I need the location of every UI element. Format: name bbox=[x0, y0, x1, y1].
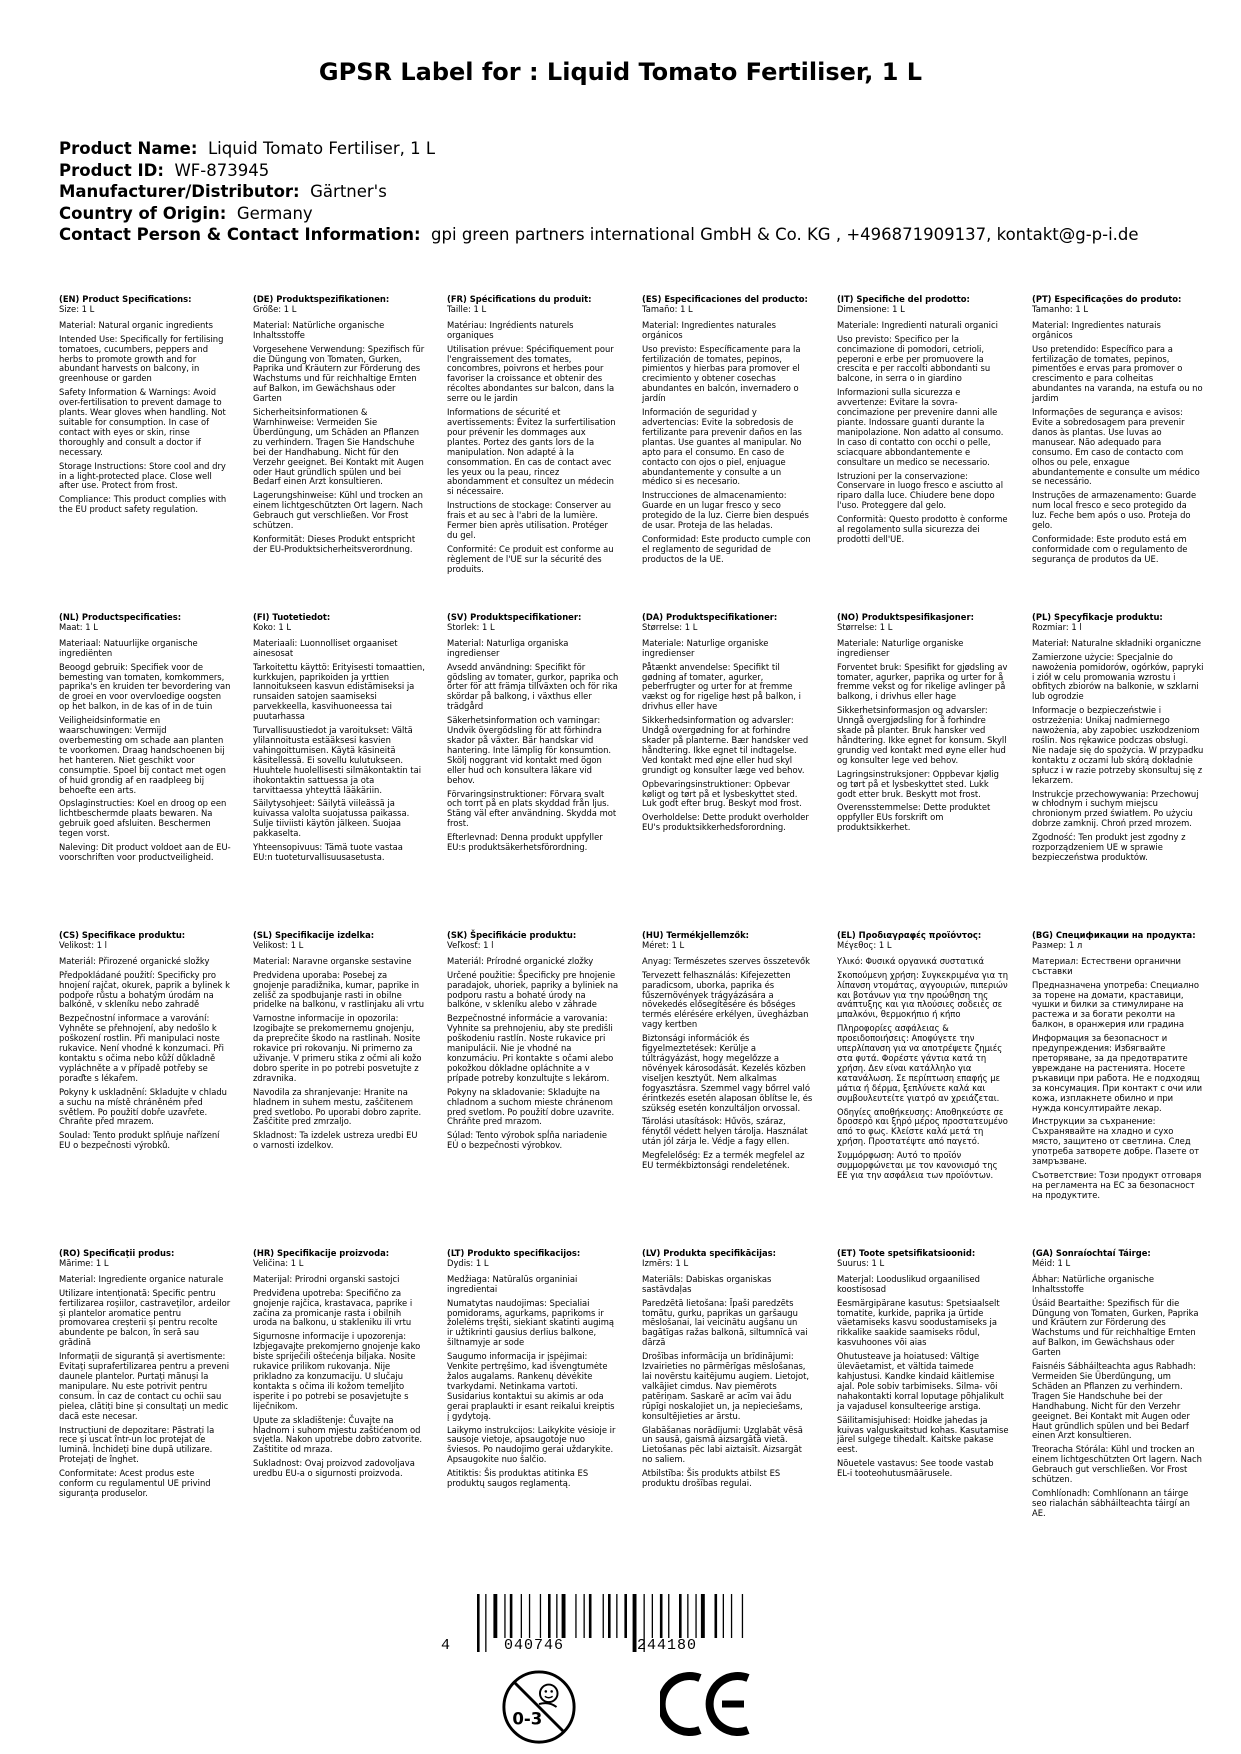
spec-use: Eesmärgipärane kasutus: Spetsiaalselt tomatite, kurkide, paprika ja ürtide väetamiseks kasvu soodustamiseks ja rikkalike saakide saamiseks rõdul, kasvuhoones või aias bbox=[837, 1297, 1000, 1348]
spec-size: Velikost: 1 l bbox=[59, 939, 108, 950]
spec-block-title: (SV) Produktspecifikationer: bbox=[447, 612, 582, 622]
page-title: GPSR Label for : Liquid Tomato Fertiliser, 1 L bbox=[318, 58, 923, 86]
spec-size: Размер: 1 л bbox=[1032, 939, 1083, 950]
spec-safety: Faisnéis Sábháilteachta agus Rabhadh: Vermeiden Sie Überdüngung, um Schäden an Pflanzen zu verhindern. Tragen Sie Handschuhe bei der Handhabung. Nicht für den Verzehr geeignet. Bei Kontakt mit Augen oder Haut gründlich spülen und bei Bedarf einen Arzt konsultieren. bbox=[1032, 1361, 1196, 1441]
barcode-bar bbox=[660, 1594, 663, 1638]
spec-compliance: Nõuetele vastavus: See toode vastab EL-i tooteohutusmäärusele. bbox=[837, 1458, 994, 1479]
spec-size: Μέγεθος: 1 L bbox=[837, 939, 892, 950]
spec-block-title: (HR) Specifikacije proizvoda: bbox=[253, 1248, 390, 1258]
manufacturer-value: Gärtner's bbox=[310, 182, 387, 201]
spec-use: Utilisation prévue: Spécifiquement pour l'engraissement des tomates, concombres, poivrons et herbes pour favoriser la croissance et obtenir des récoltes abondantes sur balcon, dans la serre ou le jardin bbox=[447, 343, 615, 404]
spec-compliance: Compliance: This product complies with the EU product safety regulation. bbox=[59, 494, 227, 515]
spec-safety: Saugumo informacija ir įspėjimai: Venkite pertręšimo, kad išvengtumėte žalos augalams. Rankenų dėvėkite tvarkydami. Netinkama vartoti. Susidarius kontaktui su akimis ar oda gerai praplaukti ir esant reikalui kreiptis į gydytoją. bbox=[447, 1351, 615, 1421]
spec-use: Numatytas naudojimas: Specialiai pomidorams, agurkams, paprikoms ir žolelėms tręšti, siekiant skatinti augimą ir užtikrinti gausius derlius balkone, šiltnamyje ar sode bbox=[447, 1297, 615, 1348]
spec-material: Materiál: Prírodné organické zložky bbox=[447, 955, 594, 966]
spec-block-title: (DE) Produktspezifikationen: bbox=[253, 294, 390, 304]
spec-material: Materiał: Naturalne składniki organiczne bbox=[1032, 637, 1202, 648]
spec-material: Ábhar: Natürliche organische Inhaltsstoffe bbox=[1032, 1273, 1155, 1294]
spec-size: Size: 1 L bbox=[59, 303, 95, 314]
product-name-label: Product Name: bbox=[59, 139, 198, 158]
spec-size: Maat: 1 L bbox=[59, 621, 98, 632]
spec-safety: Информация за безопасност и предупреждения: Избягвайте преторяване, за да предотвратите увреждане на растенията. Носете ръкавици при работа. Не е подходящ за консумация. При контакт с очи или кожа, изплакнете обилно и при нужда консултирайте лекар. bbox=[1032, 1033, 1203, 1113]
spec-material: Material: Naravne organske sestavine bbox=[253, 955, 412, 966]
spec-block-title: (GA) Sonraíochtaí Táirge: bbox=[1032, 1248, 1151, 1258]
spec-storage: Förvaringsinstruktioner: Förvara svalt och torrt på en plats skyddad från ljus. Stäng väl efter användning. Skydda mot frost. bbox=[447, 788, 617, 829]
spec-block-title: (HU) Termékjellemzők: bbox=[642, 930, 750, 940]
spec-storage: Säilytysohjeet: Säilytä viileässä ja kuivassa valolta suojatussa paikassa. Sulje tiiviisti käytön jälkeen. Suojaa pakkaselta. bbox=[253, 798, 410, 839]
spec-material: Materiale: Naturlige organiske ingredienser bbox=[642, 637, 769, 658]
spec-block-title: (EN) Product Specifications: bbox=[59, 294, 192, 304]
spec-storage: Säilitamisjuhised: Hoidke jahedas ja kuivas valguskaitstud kohas. Kasutamise järel sulgege tihedalt. Kaitske pakase eest. bbox=[837, 1414, 1009, 1455]
spec-size: Dydis: 1 L bbox=[447, 1257, 489, 1268]
spec-size: Tamaño: 1 L bbox=[642, 303, 693, 314]
product-meta bbox=[59, 138, 1139, 246]
spec-compliance: Efterlevnad: Denna produkt uppfyller EU:s produktsäkerhetsförordning. bbox=[447, 832, 603, 853]
barcode-bar bbox=[715, 1594, 718, 1638]
spec-safety: Varnostne informacije in opozorila: Izogibajte se prekomernemu gnojenju, da preprečite škodo na rastlinah. Nosite rokavice pri rokovanju. Ni primerno za uživanje. V primeru stika z očmi ali kožo dobro sperite in po potrebi posvetujte z zdravnika. bbox=[253, 1013, 422, 1083]
spec-safety: Πληροφορίες ασφάλειας & προειδοποιήσεις: Αποφύγετε την υπερλίπανση για να αποτρέψετε ζημιές στα φυτά. Φορέστε γάντια κατά τη χρήση. Δεν είναι κατάλληλο για κατανάλωση. Σε περίπτωση επαφής με μάτια ή δέρμα, ξεπλύνετε καλά και συμβουλευτείτε γιατρό αν χρειάζεται. bbox=[837, 1023, 1003, 1103]
spec-block-title: (PT) Especificações do produto: bbox=[1032, 294, 1182, 304]
spec-storage: Treoracha Stórála: Kühl und trocken an einem lichtgeschützten Ort lagern. Nach Gebrauch gut verschließen. Vor Frost schützen. bbox=[1032, 1444, 1202, 1485]
barcode-bar bbox=[584, 1594, 585, 1638]
spec-safety: Informações de segurança e avisos: Evite a sobredosagem para prevenir danos às plantas. Use luvas ao manusear. Não adequado para consumo. Em caso de contacto com olhos ou pele, enxague abundantemente e consulte um médico se necessário. bbox=[1032, 407, 1200, 487]
spec-material: Υλικό: Φυσικά οργανικά συστατικά bbox=[837, 955, 985, 966]
spec-storage: Opslaginstructies: Koel en droog op een lichtbeschermde plaats bewaren. Na gebruik goed afsluiten. Beschermen tegen vorst. bbox=[59, 798, 227, 839]
spec-safety: Ohutusteave ja hoiatused: Vältige üleväetamist, et vältida taimede kahjustusi. Kandke kindaid käitlemise ajal. Pole sobiv tarbimiseks. Silma- või nahakontakti korral loputage põhjalikult ja vajadusel konsulteerige arstiga. bbox=[837, 1351, 1004, 1411]
spec-block-title: (LV) Produkta specifikācijas: bbox=[642, 1248, 776, 1258]
spec-block-title: (IT) Specifiche del prodotto: bbox=[837, 294, 970, 304]
spec-compliance: Sukladnost: Ovaj proizvod zadovoljava uredbu EU-a o sigurnosti proizvoda. bbox=[253, 1458, 415, 1479]
spec-material: Material: Natürliche organische Inhaltsstoffe bbox=[253, 319, 385, 340]
spec-use: Påtænkt anvendelse: Specifikt til gødning af tomater, agurker, peberfrugter og urter for at fremme vækst og for rigelige høst på balkon, i drivhus eller have bbox=[642, 661, 801, 712]
spec-compliance: Soulad: Tento produkt splňuje nařízení EU o bezpečnosti výrobků. bbox=[59, 1130, 220, 1151]
product-name-row bbox=[59, 138, 1139, 160]
spec-block bbox=[837, 295, 1009, 549]
spec-block-title: (NO) Produktspesifikasjoner: bbox=[837, 612, 974, 622]
spec-storage: Glabāšanas norādījumi: Uzglabāt vēsā un sausā, gaismā aizsargātā vietā. Lietošanas pēc labi aiztaisīt. Aizsargāt no saliem. bbox=[642, 1424, 803, 1465]
spec-block bbox=[642, 931, 814, 1175]
spec-block bbox=[1032, 295, 1204, 569]
barcode-bar bbox=[477, 1594, 480, 1652]
spec-compliance: Atitiktis: Šis produktas atitinka ES produktų saugos reglamentą. bbox=[447, 1468, 589, 1489]
spec-use: Intended Use: Specifically for fertilising tomatoes, cucumbers, peppers and herbs to promote growth and for abundant harvests on balcony, in greenhouse or garden bbox=[59, 333, 224, 384]
spec-use: Predviđena upotreba: Specifično za gnojenje rajčica, krastavaca, paprike i začina za promicanje rasta i obilnih uroda na balkonu, u stakleniku ili vrtu bbox=[253, 1287, 413, 1328]
spec-safety: Informacje o bezpieczeństwie i ostrzeżenia: Unikaj nadmiernego nawożenia, aby zapobiec uszkodzeniom roślin. Nos rękawice podczas obsługi. Nie nadaje się do spożycia. W przypadku kontaktu z oczami lub skórą dokładnie spłucz i w razie potrzeby skonsultuj się z lekarzem. bbox=[1032, 705, 1204, 785]
spec-material: Material: Ingrediente organice naturale bbox=[59, 1273, 224, 1284]
barcode-bar bbox=[493, 1594, 497, 1638]
spec-compliance: Comhlíonadh: Comhlíonann an táirge seo rialachán sábháilteachta táirgí an AE. bbox=[1032, 1487, 1190, 1518]
spec-material: Материал: Естествени органични съставки bbox=[1032, 955, 1181, 976]
spec-safety: Informations de sécurité et avertissements: Évitez la surfertilisation pour prévenir les dommages aux plantes. Portez des gants lors de la manipulation. Non adapté à la consommation. En cas de contact avec les yeux ou la peau, rincez abondamment et consultez un médecin si nécessaire. bbox=[447, 407, 616, 497]
spec-material: Materiaali: Luonnolliset orgaaniset ainesosat bbox=[253, 637, 398, 658]
spec-storage: Instructions de stockage: Conserver au frais et au sec à l'abri de la lumière. Fermer bien après utilisation. Protéger du gel. bbox=[447, 500, 612, 540]
barcode-bar bbox=[652, 1594, 653, 1638]
country-row bbox=[59, 203, 1139, 225]
spec-size: Veľkosť: 1 l bbox=[447, 939, 494, 950]
spec-use: Beoogd gebruik: Specifiek voor de bemesting van tomaten, komkommers, paprika's en kruiden ter bevordering van de groei en voor overvloedige oogsten op het balkon, in de kas of in de tuin bbox=[59, 661, 231, 712]
spec-size: Storlek: 1 L bbox=[447, 621, 495, 632]
spec-row bbox=[59, 612, 1204, 931]
spec-compliance: Atbilstība: Šis produkts atbilst ES produktu drošības regulai. bbox=[642, 1468, 781, 1489]
spec-storage: Laikymo instrukcijos: Laikykite vėsioje ir sausoje vietoje, apsaugotoje nuo šviesos. Po naudojimo gerai uždarykite. Apsaugokite nuo šalčio. bbox=[447, 1424, 616, 1465]
product-id-label: Product ID: bbox=[59, 160, 164, 180]
spec-material: Anyag: Természetes szerves összetevők bbox=[642, 955, 811, 966]
spec-block-title: (EL) Προδιαγραφές προϊόντος: bbox=[837, 930, 982, 940]
spec-safety: Drošības informācija un brīdinājumi: Izvairieties no pārmērīgas mēslošanas, lai novērstu kaitējumu augiem. Lietojot, valkājiet cimdus. Nav piemērots patēriņam. Saskarē ar acīm vai ādu rūpīgi noskalojiet un, ja nepieciešams, konsultējieties ar ārstu. bbox=[642, 1351, 810, 1421]
spec-size: Méret: 1 L bbox=[642, 939, 685, 950]
spec-use: Forventet bruk: Spesifikt for gjødsling av tomater, agurker, paprika og urter for å fremme vekst og for rikelige avlinger på balkong, i drivhus eller hage bbox=[837, 661, 1008, 702]
barcode-bar bbox=[562, 1594, 566, 1638]
barcode-bar bbox=[624, 1594, 627, 1638]
spec-block bbox=[253, 613, 425, 867]
spec-use: Určené použitie: Špecificky pre hnojenie paradajok, uhoriek, papriky a byliniek na podporu rastu a bohaté úrody na balkóne, v skleníku alebo v záhrade bbox=[447, 969, 619, 1010]
spec-block bbox=[59, 613, 231, 867]
spec-compliance: Conformitate: Acest produs este conform cu regulamentul UE privind siguranța produselor. bbox=[59, 1468, 211, 1498]
spec-size: Rozmiar: 1 l bbox=[1032, 621, 1082, 632]
spec-compliance: Konformität: Dieses Produkt entspricht der EU-Produktsicherheitsverordnung. bbox=[253, 533, 416, 554]
spec-use: Предназначена употреба: Специално за торене на домати, краставици, чушки и билки за стимулиране на растежа и за богати реколти на балкон, в оранжерия или градина bbox=[1032, 979, 1199, 1030]
manufacturer-label: Manufacturer/Distributor: bbox=[59, 182, 300, 201]
barcode-bar bbox=[668, 1594, 669, 1638]
spec-compliance: Съответствие: Този продукт отговаря на регламента на ЕС за безопасност на продуктите. bbox=[1032, 1169, 1202, 1200]
spec-block-title: (RO) Specificații produs: bbox=[59, 1248, 175, 1258]
spec-use: Úsáid Beartaithe: Spezifisch für die Düngung von Tomaten, Gurken, Paprika und Kräutern zur Förderung des Wachstums und für reichhaltige Ernten auf Balkon, im Gewächshaus oder Garten bbox=[1032, 1297, 1199, 1358]
spec-safety: Información de seguridad y advertencias: Evite la sobredosis de fertilizante para prevenir daños en las plantas. Use guantes al manipular. No apto para el consumo. En caso de contacto con ojos o piel, enjuague abundantemente y consulte a un médico si es necesario. bbox=[642, 407, 802, 487]
spec-size: Velikost: 1 L bbox=[253, 939, 304, 950]
spec-material: Materiaal: Natuurlijke organische ingrediënten bbox=[59, 637, 198, 658]
barcode-bar bbox=[575, 1594, 576, 1638]
spec-block-title: (ES) Especificaciones del producto: bbox=[642, 294, 808, 304]
spec-compliance: Súlad: Tento výrobok spĺňa nariadenie EÚ o bezpečnosti výrobkov. bbox=[447, 1130, 608, 1151]
spec-use: Vorgesehene Verwendung: Spezifisch für die Düngung von Tomaten, Gurken, Paprika und Kräutern zur Förderung des Wachstums und für reichhaltige Ernten auf Balkon, im Gewächshaus oder Garten bbox=[253, 343, 425, 404]
spec-size: Taille: 1 L bbox=[447, 303, 487, 314]
barcode-bar bbox=[521, 1594, 522, 1638]
spec-use: Avsedd användning: Specifikt för gödsling av tomater, gurkor, paprika och örter för att främja tillväxten och för rika skördar på balkong, i växthus eller trädgård bbox=[447, 661, 619, 712]
product-id-row bbox=[59, 160, 1139, 182]
spec-safety: Turvallisuustiedot ja varoitukset: Vältä ylilannoitusta estääksesi kasvien vahingoittumisen. Käytä käsineitä käsitellessä. Ei sovellu kulutukseen. Huuhtele huolellisesti silmäkontaktin tai ihokontaktin sattuessa ja ota tarvittaessa yhteyttä lääkäriin. bbox=[253, 725, 422, 795]
spec-safety: Sikkerhetsinformasjon og advarsler: Unngå overgjødsling for å forhindre skade på planter. Bruk hansker ved håndtering. Ikke egnet for konsum. Skyll grundig ved kontakt med øyne eller hud og konsulter lege ved behov. bbox=[837, 705, 1007, 765]
spec-safety: Säkerhetsinformation och varningar: Undvik övergödsling för att förhindra skador på växter. Bär handskar vid hantering. Inte lämplig för konsumtion. Skölj noggrant vid kontakt med ögon eller hud och konsultera läkare vid behov. bbox=[447, 715, 612, 785]
spec-storage: Instruções de armazenamento: Guarde num local fresco e seco protegido da luz. Feche bem após o uso. Proteja do gelo. bbox=[1032, 490, 1197, 531]
spec-block bbox=[253, 1249, 425, 1483]
spec-storage: Istruzioni per la conservazione: Conservare in luogo fresco e asciutto al riparo dalla luce. Chiudere bene dopo l'uso. Proteggere dal gelo. bbox=[837, 470, 1004, 511]
spec-safety: Veiligheidsinformatie en waarschuwingen: Vermijd overbemesting om schade aan planten te voorkomen. Draag handschoenen bij het hanteren. Niet geschikt voor consumptie. Spoel bij contact met ogen of huid grondig af en raadpleeg bij behoefte een arts. bbox=[59, 715, 226, 795]
spec-material: Materjal: Looduslikud orgaanilised koostisosad bbox=[837, 1273, 980, 1294]
spec-block bbox=[837, 1249, 1009, 1483]
spec-material: Medžiaga: Natūralūs organiniai ingredientai bbox=[447, 1273, 578, 1294]
barcode-bar bbox=[548, 1594, 551, 1638]
spec-block-title: (DA) Produktspecifikationer: bbox=[642, 612, 778, 622]
spec-safety: Biztonsági információk és figyelmeztetések: Kerülje a túltrágyázást, hogy megelőzze a növények károsodását. Kezelés közben viseljen kesztyűt. Nem alkalmas fogyasztásra. Szemmel vagy bőrrel való érintkezés esetén alaposan öblítse le, és szükség esetén konzultáljon orvossal. bbox=[642, 1033, 813, 1113]
barcode-bar bbox=[616, 1594, 617, 1638]
spec-safety: Bezpečnostní informace a varování: Vyhněte se přehnojení, aby nedošlo k poškození rostlin. Při manipulaci noste rukavice. Není vhodné k konzumaci. Při kontaktu s očima nebo kůží důkladně vypláchněte a v případě potřeby se poraďte s lékařem. bbox=[59, 1013, 224, 1083]
age-label: 0-3 bbox=[512, 1709, 543, 1729]
spec-size: Méid: 1 L bbox=[1032, 1257, 1071, 1268]
spec-safety: Safety Information & Warnings: Avoid over-fertilisation to prevent damage to plants. Wear gloves when handling. Not suitable for consumption. In case of contact with eyes or skin, rinse thoroughly and consult a doctor if necessary. bbox=[59, 387, 226, 457]
spec-compliance: Zgodność: Ten produkt jest zgodny z rozporządzeniem UE w sprawie bezpieczeństwa produktów. bbox=[1032, 832, 1186, 862]
spec-compliance: Skladnost: Ta izdelek ustreza uredbi EU o varnosti izdelkov. bbox=[253, 1130, 418, 1151]
barcode-bar bbox=[603, 1594, 604, 1638]
spec-material: Material: Naturliga organiska ingredienser bbox=[447, 637, 569, 658]
spec-block-title: (ET) Toote spetsifikatsioonid: bbox=[837, 1248, 976, 1258]
spec-block-title: (SK) Špecifikácie produktu: bbox=[447, 930, 577, 940]
spec-storage: Tárolási utasítások: Hűvös, száraz, fénytől védett helyen tárolja. Használat után jól zárja le. Védje a fagy ellen. bbox=[642, 1116, 808, 1147]
spec-safety: Informații de siguranță și avertismente: Evitați suprafertilizarea pentru a preveni daunele plantelor. Purtați mănuși la manipulare. Nu este potrivit pentru consum. În caz de contact cu ochii sau pielea, clătiți bine și consultați un medic dacă este necesar. bbox=[59, 1351, 230, 1421]
spec-row bbox=[59, 1248, 1202, 1567]
spec-use: Předpokládané použití: Specificky pro hnojení rajčat, okurek, paprik a bylinek k podpoře růstu a bohatým úrodám na balkóně, v skleníku nebo zahradě bbox=[59, 969, 230, 1010]
barcode-bar bbox=[540, 1594, 541, 1638]
spec-row bbox=[59, 930, 1203, 1249]
spec-block-title: (CS) Specifikace produktu: bbox=[59, 930, 186, 940]
spec-size: Mărime: 1 L bbox=[59, 1257, 109, 1268]
spec-block bbox=[59, 1249, 231, 1503]
spec-use: Predvidena uporaba: Posebej za gnojenje paradižnika, kumar, paprike in zelišč za spodbujanje rasti in obilne pridelke na balkonu, v rastlinjaku ali vrtu bbox=[253, 969, 425, 1010]
spec-block-title: (LT) Produkto specifikacijos: bbox=[447, 1248, 581, 1258]
spec-storage: Storage Instructions: Store cool and dry in a light-protected place. Close well after use. Protect from frost. bbox=[59, 460, 226, 491]
spec-compliance: Overensstemmelse: Dette produktet oppfyller EUs forskrift om produktsikkerhet. bbox=[837, 802, 991, 833]
spec-block-title: (BG) Спецификации на продукта: bbox=[1032, 930, 1196, 940]
spec-block bbox=[447, 295, 619, 579]
barcode-bar bbox=[742, 1594, 743, 1638]
spec-material: Matériau: Ingrédients naturels organiques bbox=[447, 319, 574, 340]
spec-storage: Instrucțiuni de depozitare: Păstrați la rece și uscat într-un loc protejat de lumină. Închideți bine după utilizare. Protejați de înghet. bbox=[59, 1424, 215, 1465]
spec-size: Suurus: 1 L bbox=[837, 1257, 885, 1268]
spec-compliance: Conformité: Ce produit est conforme au règlement de l'UE sur la sécurité des produits. bbox=[447, 543, 614, 574]
spec-block-title: (FR) Spécifications du produit: bbox=[447, 294, 592, 304]
barcode-bar bbox=[485, 1594, 486, 1652]
spec-size: Tamanho: 1 L bbox=[1032, 303, 1089, 314]
spec-block-title: (NL) Productspecificaties: bbox=[59, 612, 182, 622]
spec-block-title: (PL) Specyfikacje produktu: bbox=[1032, 612, 1163, 622]
spec-storage: Upute za skladištenje: Čuvajte na hladnom i suhom mjestu zaštićenom od svjetla. Nakon upotrebe dobro zatvorite. Zaštitite od mraza. bbox=[253, 1414, 423, 1455]
spec-storage: Οδηγίες αποθήκευσης: Αποθηκεύστε σε δροσερό και ξηρό μέρος προστατευμένο από το φως. Κλείστε καλά μετά τη χρήση. Προστατέψτε από παγετό. bbox=[837, 1106, 1008, 1147]
barcode-bar bbox=[556, 1594, 557, 1638]
spec-safety: Sicherheitsinformationen & Warnhinweise: Vermeiden Sie Überdüngung, um Schäden an Pflanzen zu verhindern. Tragen Sie Handschuhe bei der Handhabung. Nicht für den Verzehr geeignet. Bei Kontakt mit Augen oder Haut gründlich spülen und bei Bedarf einen Arzt konsultieren. bbox=[253, 407, 424, 487]
spec-material: Materiāls: Dabiskas organiskas sastāvdaļas bbox=[642, 1273, 772, 1294]
spec-block bbox=[642, 613, 814, 837]
spec-use: Uso previsto: Específicamente para la fertilización de tomates, pepinos, pimientos y hierbas para promover el crecimiento y obtener cosechas abundantes en balcón, invernadero o jardín bbox=[642, 343, 801, 404]
spec-use: Tarkoitettu käyttö: Erityisesti tomaattien, kurkkujen, paprikoiden ja yrttien lannoitukseen kasvun edistämiseksi ja runsaiden satojen saamiseksi parvekkeella, kasvihuoneessa tai puutarhassa bbox=[253, 661, 425, 722]
spec-block bbox=[447, 1249, 619, 1493]
country-label: Country of Origin: bbox=[59, 203, 227, 223]
spec-use: Uso previsto: Specifico per la concimazione di pomodori, cetrioli, peperoni e erbe per promuovere la crescita e per raccolti abbondanti su balcone, in serra o in giardino bbox=[837, 333, 991, 384]
spec-storage: Lagerungshinweise: Kühl und trocken an einem lichtgeschützten Ort lagern. Nach Gebrauch gut verschließen. Vor Frost schützen. bbox=[253, 490, 423, 531]
spec-size: Størrelse: 1 L bbox=[642, 621, 698, 632]
contact-value: gpi green partners international GmbH & Co. KG , +496871909137, kontakt@g-p-i.de bbox=[431, 225, 1139, 244]
spec-storage: Pokyny na skladovanie: Skladujte na chladnom a suchom mieste chránenom pred svetlom. Po použití dobre uzavrite. Chráňte pred mrazom. bbox=[447, 1086, 615, 1127]
spec-compliance: Conformità: Questo prodotto è conforme al regolamento sulla sicurezza dei prodotti dell'UE. bbox=[837, 514, 1008, 544]
spec-size: Größe: 1 L bbox=[253, 303, 297, 314]
spec-compliance: Naleving: Dit product voldoet aan de EU-voorschriften voor productveiligheid. bbox=[59, 842, 231, 862]
spec-block-title: (FI) Tuotetiedot: bbox=[253, 612, 331, 622]
spec-block-title: (SL) Specifikacije izdelka: bbox=[253, 930, 375, 940]
barcode-bar bbox=[589, 1594, 592, 1638]
barcode-digit-lead: 4 bbox=[441, 1637, 451, 1654]
spec-compliance: Conformidad: Este producto cumple con el reglamento de seguridad de productos de la UE. bbox=[642, 533, 811, 564]
spec-size: Dimensione: 1 L bbox=[837, 303, 905, 314]
spec-block bbox=[642, 295, 814, 569]
barcode-bar bbox=[731, 1594, 732, 1638]
spec-size: Koko: 1 L bbox=[253, 621, 292, 632]
spec-block bbox=[59, 931, 231, 1155]
age-0-3-warning-icon bbox=[500, 1668, 578, 1746]
spec-safety: Informazioni sulla sicurezza e avvertenze: Evitare la sovra-concimazione per prevenire danni alle piante. Indossare guanti durante la manipolazione. Non adatto al consumo. In caso di contatto con occhi o pelle, sciacquare abbondantemente e consultare un medico se necessario. bbox=[837, 387, 1004, 467]
spec-storage: Инструкции за съхранение: Съхранявайте на хладно и сухо място, защитено от светлина. След употреба затворете добре. Пазете от замръзване. bbox=[1032, 1116, 1200, 1167]
barcode-bar bbox=[687, 1594, 688, 1638]
spec-material: Material: Ingredientes naturais orgânicos bbox=[1032, 319, 1161, 340]
spec-use: Σκοπούμενη χρήση: Συγκεκριμένα για τη λίπανση ντομάτας, αγγουριών, πιπεριών και βοτάνων για την προώθηση της ανάπτυξης και για πλούσιες σοδειές σε μπαλκόνι, θερμοκήπιο ή κήπο bbox=[837, 969, 1009, 1020]
barcode-bar bbox=[529, 1594, 530, 1638]
spec-storage: Navodila za shranjevanje: Hranite na hladnem in suhem mestu, zaščitenem pred svetlobo. Po uporabi dobro zaprite. Zaščitite pred zmrzaljo. bbox=[253, 1086, 422, 1127]
spec-storage: Instrucciones de almacenamiento: Guarde en un lugar fresco y seco protegido de la luz. Cierre bien después de usar. Proteja de las heladas. bbox=[642, 490, 809, 531]
spec-use: Zamierzone użycie: Specjalnie do nawożenia pomidorów, ogórków, papryki i ziół w celu promowania wzrostu i obfitych zbiorów na balkonie, w szklarni lub ogrodzie bbox=[1032, 651, 1204, 702]
barcode-digits-left: 040746 bbox=[504, 1637, 565, 1654]
spec-size: Størrelse: 1 L bbox=[837, 621, 893, 632]
barcode-digits-right: 244180 bbox=[637, 1637, 698, 1654]
barcode-bar bbox=[504, 1594, 505, 1638]
barcode-bar bbox=[701, 1594, 705, 1638]
spec-row bbox=[59, 294, 1203, 613]
manufacturer-row bbox=[59, 181, 1139, 203]
country-value: Germany bbox=[236, 203, 313, 223]
barcode-bar bbox=[633, 1594, 637, 1652]
spec-material: Material: Natural organic ingredients bbox=[59, 319, 213, 330]
spec-storage: Pokyny k uskladnění: Skladujte v chladu a suchu na místě chráněném před světlem. Po použití dobře uzavřete. Chraňte před mrazem. bbox=[59, 1086, 227, 1127]
product-name-value: Liquid Tomato Fertiliser, 1 L bbox=[207, 139, 436, 158]
barcode-bar bbox=[723, 1594, 724, 1638]
contact-label: Contact Person & Contact Information: bbox=[59, 225, 421, 244]
spec-compliance: Overholdelse: Dette produkt overholder EU's produktsikkerhedsforordning. bbox=[642, 812, 809, 833]
spec-block bbox=[1032, 931, 1204, 1205]
spec-grid bbox=[59, 294, 1204, 1567]
spec-use: Uso pretendido: Específico para a fertilização de tomates, pepinos, pimentões e ervas para promover o crescimento e para colheitas abundantes na varanda, na estufa ou no jardim bbox=[1032, 343, 1203, 404]
contact-row bbox=[59, 224, 1139, 246]
spec-compliance: Megfelelőség: Ez a termék megfelel az EU termékbiztonsági rendeletének. bbox=[642, 1150, 805, 1171]
spec-block bbox=[447, 613, 619, 857]
spec-storage: Instrukcje przechowywania: Przechowuj w chłodnym i suchym miejscu chronionym przed światłem. Po użyciu dobrze zamknij. Chroń przed mrozem. bbox=[1032, 788, 1199, 829]
spec-block bbox=[1032, 1249, 1204, 1523]
spec-safety: Bezpečnostné informácie a varovania: Vyhnite sa prehnojeniu, aby ste predišli poškodeniu rastlín. Noste rukavice pri manipulácii. Nie je vhodné na konzumáciu. Pri kontakte s očami alebo pokožkou dôkladne opláchnite a v prípade potreby konzultujte s lekárom. bbox=[447, 1013, 614, 1083]
spec-block bbox=[1032, 613, 1204, 867]
spec-block bbox=[447, 931, 619, 1155]
spec-block bbox=[253, 931, 425, 1155]
spec-compliance: Yhteensopivuus: Tämä tuote vastaa EU:n tuoteturvallisuusasetusta. bbox=[253, 842, 403, 862]
spec-storage: Lagringsinstruksjoner: Oppbevar kjølig og tørt på et lysbeskyttet sted. Lukk godt etter bruk. Beskytt mot frost. bbox=[837, 768, 999, 799]
barcode-bar bbox=[510, 1594, 513, 1638]
barcode-bar bbox=[695, 1594, 696, 1638]
spec-block bbox=[59, 295, 231, 519]
spec-block bbox=[837, 931, 1009, 1185]
spec-compliance: Συμμόρφωση: Αυτό το προϊόν συμμορφώνεται με τον κανονισμό της ΕΕ για την ασφάλεια των προϊόντων. bbox=[837, 1150, 998, 1180]
spec-use: Tervezett felhasználás: Kifejezetten paradicsom, uborka, paprika és fűszernövények trágyázására a növekedés elősegítésére és bőséges termés elérésére erkélyen, üvegházban vagy kertben bbox=[642, 969, 809, 1030]
spec-material: Materijal: Prirodni organski sastojci bbox=[253, 1273, 400, 1284]
spec-compliance: Conformidade: Este produto está em conformidade com o regulamento de segurança de produtos da UE. bbox=[1032, 533, 1188, 564]
spec-block bbox=[837, 613, 1009, 837]
ce-mark-icon bbox=[660, 1668, 752, 1740]
spec-storage: Opbevaringsinstruktioner: Opbevar køligt og tørt på et lysbeskyttet sted. Luk godt efter brug. Beskyt mod frost. bbox=[642, 778, 802, 809]
spec-material: Materiál: Přirozené organické složky bbox=[59, 955, 210, 966]
spec-material: Materiale: Naturlige organiske ingredienser bbox=[837, 637, 964, 658]
spec-safety: Sikkerhedsinformation og advarsler: Undgå overgødning for at forhindre skader på planterne. Bær handsker ved håndtering. Ikke egnet til indtagelse. Ved kontakt med øjne eller hud skyl grundigt og konsulter læge ved behov. bbox=[642, 715, 809, 775]
product-id-value: WF-873945 bbox=[174, 160, 270, 180]
spec-block bbox=[253, 295, 425, 559]
spec-safety: Sigurnosne informacije i upozorenja: Izbjegavajte prekomjerno gnojenje kako biste spriječili oštećenja biljaka. Nosite rukavice prilikom rukovanja. Nije prikladno za konzumaciju. U slučaju kontakta s očima ili kožom temeljito isperite i po potrebi se posavjetujte s liječnikom. bbox=[253, 1331, 421, 1411]
barcode-bar bbox=[679, 1594, 682, 1638]
spec-size: Veličina: 1 L bbox=[253, 1257, 304, 1268]
spec-size: Izmērs: 1 L bbox=[642, 1257, 689, 1268]
spec-use: Paredzētā lietošana: Īpaši paredzēts tomātu, gurku, paprikas un garšaugu mēslošanai, lai veicinātu augšanu un bagātīgas ražas balkonā, siltumnīcā vai dārzā bbox=[642, 1297, 808, 1348]
spec-block bbox=[642, 1249, 814, 1493]
barcode-bar bbox=[608, 1594, 611, 1638]
spec-use: Utilizare intenționată: Specific pentru fertilizarea roșiilor, castraveților, ardeilor și plantelor aromatice pentru promovarea creșterii și pentru recolte abundente pe balcon, în seră sau grădină bbox=[59, 1287, 231, 1348]
spec-material: Materiale: Ingredienti naturali organici bbox=[837, 319, 998, 330]
spec-material: Material: Ingredientes naturales orgánicos bbox=[642, 319, 777, 340]
